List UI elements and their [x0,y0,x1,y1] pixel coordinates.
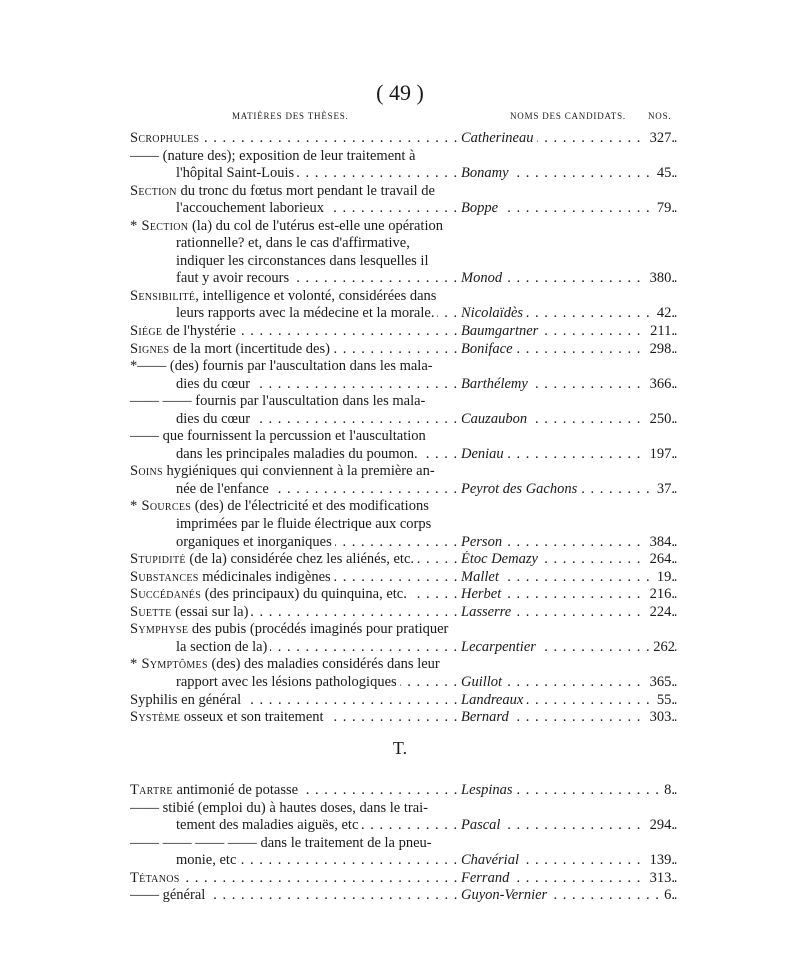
entry-text: faut y avoir recours [176,270,290,287]
entry-subject [130,183,458,201]
candidate-name: Cauzaubon . . . [461,411,681,429]
thesis-number: 211. [647,323,675,341]
entry-keyword: * Symptômes [130,656,208,673]
entry-subject [176,674,458,692]
index-entry-line [130,411,675,429]
entry-subject [176,253,458,271]
thesis-number: 327. [647,130,675,148]
thesis-number: 366. [647,376,675,394]
entry-keyword: Suette [130,603,172,620]
entry-text: de la mort (incertitude des) [169,340,330,357]
candidate-name: Guillot . . . [461,674,681,692]
entry-text: —— stibié (emploi du) à hautes doses, dans le trai- [130,799,428,816]
entry-text: l'accouchement laborieux [176,200,324,217]
thesis-number: 303. [647,709,675,727]
index-entry-line [130,270,675,288]
entry-text: indiquer les circonstances dans lesquelles il [176,252,429,269]
thesis-number: 45. [654,165,675,183]
entry-keyword: * Section [130,217,189,234]
index-entry-line [130,800,675,818]
entry-keyword: Stupidité [130,551,186,568]
entry-text: leurs rapports avec la médecine et la morale. [176,305,435,322]
entry-text: —— (nature des); exposition de leur traitement à [130,147,416,164]
entry-text: rationnelle? et, dans le cas d'affirmative, [176,235,410,252]
index-entry-line [130,674,675,692]
thesis-number: 224. [647,604,675,622]
entry-keyword: Scrophules [130,130,200,146]
entry-subject [176,411,458,429]
index-entry-line [130,253,675,271]
candidate-name: Landreaux . . . [461,692,681,710]
index-entry-line [130,782,675,800]
thesis-number: 262 [650,639,675,657]
entry-subject [130,870,458,888]
entry-text: hygiéniques qui conviennent à la première an- [162,463,435,480]
index-entry-line [130,621,675,639]
candidate-name: Deniau . . . [461,446,681,464]
index-entry-line [130,604,675,622]
candidate-name: Bonamy . . . [461,165,681,183]
candidate-name: Boniface . . . [461,341,681,359]
entry-subject [176,165,458,183]
entry-text: dies du cœur [176,410,251,427]
entry-keyword: Tétanos [130,869,180,886]
entry-text: —— —— —— —— dans le traitement de la pneu- [130,834,432,851]
entry-text: (la) du col de l'utérus est-elle une opération [188,217,443,234]
index-entry-line [130,288,675,306]
candidate-name: Peyrot des Gachons . . . [461,481,681,499]
thesis-number: 42. [654,305,675,323]
entry-subject [176,270,458,288]
entry-subject [176,516,458,534]
thesis-number: 37. [654,481,675,499]
index-entry-line [130,165,675,183]
column-header-subject: MATIÈRES DES THÈSES. [232,111,349,121]
entry-text: (de la) considérée chez les aliénés, etc. [185,551,415,568]
entry-keyword: Succédanés [130,586,202,603]
entry-subject [130,130,458,148]
entry-subject [130,835,458,853]
thesis-number: 365. [647,674,675,692]
thesis-number: 6. [661,887,675,905]
entry-text: Syphilis en général [130,691,242,708]
thesis-number: 384. [647,534,675,552]
entry-text: dies du cœur [176,375,251,392]
entry-keyword: Siége [130,323,163,340]
thesis-number: 8. [661,782,675,800]
entry-keyword: Substances [130,568,199,585]
section-letter: T. [392,738,408,758]
entry-subject [130,621,458,639]
entry-text: (des principaux) du quinquina, etc. [201,586,407,603]
page-number: ( 49 ) [376,80,424,105]
column-header-number: NOS. [648,111,672,121]
candidate-name: Chavérial . . . [461,852,681,870]
entry-subject [130,569,458,587]
entry-subject [130,692,458,710]
entry-text: des pubis (procédés imaginés pour pratiquer [188,621,449,638]
candidate-name: Person . . . [461,534,681,552]
index-entry-line [130,235,675,253]
index-entry-line [130,428,675,446]
index-entry-line [130,498,675,516]
entry-subject [176,200,458,218]
section-t-entries [130,782,675,905]
candidate-name: Catherineau . . . [461,130,681,148]
entry-text: dans les principales maladies du poumon. [176,445,418,462]
entry-text: (des) des maladies considérés dans leur [207,656,440,673]
candidate-name: Bernard . . . [461,709,681,727]
candidate-name: Monod . . . [461,270,681,288]
thesis-number: 264. [647,551,675,569]
thesis-number: 294. [647,817,675,835]
entry-keyword: Tartre [130,782,173,798]
thesis-number: 216. [647,586,675,604]
index-entry-line [130,817,675,835]
entry-text: la section de la) [176,638,268,655]
entry-subject [176,235,458,253]
entry-subject [176,534,458,552]
entry-subject [176,305,458,323]
entry-text: rapport avec les lésions pathologiques [176,673,397,690]
entry-subject [130,604,458,622]
index-entry-line [130,551,675,569]
entry-subject [176,852,458,870]
candidate-name: Lespinas . . . [461,782,681,800]
candidate-name: Baumgartner . . . [461,323,681,341]
candidate-name: Lasserre . . . [461,604,681,622]
entry-subject [130,800,458,818]
entry-keyword: Soins [130,463,163,480]
entry-subject [130,782,458,800]
candidate-name: Nicolaïdès . . . [461,305,681,323]
entry-subject [130,709,458,727]
entry-subject [130,218,458,236]
index-entry-line [130,218,675,236]
entry-text: du tronc du fœtus mort pendant le travail de [176,182,435,199]
entry-keyword: Section [130,182,177,199]
index-entry-line [130,709,675,727]
candidate-name: Boppe . . . [461,200,681,218]
candidate-name: Barthélemy . . . [461,376,681,394]
index-entry-line [130,534,675,552]
candidate-name: Guyon-Vernier . . . [461,887,681,905]
entry-text: (des) de l'électricité et des modifications [191,498,429,515]
entry-subject [130,887,458,905]
section-s-entries [130,130,675,727]
index-entry-line [130,481,675,499]
candidate-name: Étoc Demazy . . . [461,551,681,569]
thesis-number: 380. [647,270,675,288]
thesis-number: 313. [647,870,675,888]
entry-keyword: Signes [130,340,170,357]
entry-text: tement des maladies aiguës, etc [176,817,359,834]
index-entry-line [130,870,675,888]
index-entry-line [130,446,675,464]
entry-text: monie, etc [176,852,237,869]
index-entry-line [130,692,675,710]
index-entry-line [130,341,675,359]
entry-subject [176,639,458,657]
candidate-name: Herbet . . . [461,586,681,604]
candidate-name: Mallet . . . [461,569,681,587]
index-entry-line [130,323,675,341]
index-entry-line [130,656,675,674]
thesis-number: 139. [647,852,675,870]
candidate-name: Lecarpentier . . . [461,639,681,657]
candidate-name: Ferrand . . . [461,870,681,888]
entry-text: —— général [130,887,206,904]
index-entry-line [130,835,675,853]
entry-text: organiques et inorganiques [176,533,332,550]
column-header-candidates: NOMS DES CANDIDATS. [510,111,626,121]
entry-subject [130,463,458,481]
entry-subject [176,481,458,499]
entry-keyword: Système [130,709,181,726]
thesis-number: 79. [654,200,675,218]
entry-subject [130,341,458,359]
entry-text: —— que fournissent la percussion et l'auscultation [130,428,426,445]
thesis-number: 197. [647,446,675,464]
entry-subject [130,148,458,166]
index-entry-line [130,358,675,376]
entry-text: *—— (des) fournis par l'auscultation dans les mala- [130,358,433,375]
entry-subject [130,656,458,674]
index-entry-line [130,393,675,411]
index-entry-line [130,376,675,394]
index-entry-line [130,639,675,657]
thesis-number: 19. [654,569,675,587]
entry-subject [130,358,458,376]
index-entry-line [130,887,675,905]
entry-keyword: Sensibilité [130,287,196,304]
entry-subject [130,393,458,411]
index-entry-line [130,516,675,534]
entry-text: , intelligence et volonté, considérées dans [195,287,437,304]
entry-text: osseux et son traitement [180,709,324,726]
entry-text: médicinales indigènes [198,568,331,585]
entry-subject [130,428,458,446]
index-entry-line [130,148,675,166]
entry-text: imprimées par le fluide électrique aux corps [176,516,432,533]
entry-text: de l'hystérie [162,323,236,340]
candidate-name: Pascal . . . [461,817,681,835]
thesis-number: 298. [647,341,675,359]
index-entry-line [130,463,675,481]
entry-subject [176,446,458,464]
entry-subject [176,376,458,394]
index-entry-line [130,183,675,201]
index-entry-line [130,586,675,604]
entry-text: —— —— fournis par l'auscultation dans les mala- [130,393,426,410]
entry-subject [130,288,458,306]
entry-subject [130,323,458,341]
index-entry-line [130,130,675,148]
entry-subject [176,817,458,835]
index-entry-line [130,852,675,870]
index-entry-line [130,569,675,587]
index-entry-line [130,200,675,218]
entry-subject [130,498,458,516]
entry-keyword: * Sources [130,498,192,515]
entry-keyword: Symphyse [130,621,189,638]
entry-text: née de l'enfance [176,480,269,497]
entry-text: l'hôpital Saint-Louis [176,165,295,182]
entry-text: (essai sur la) [171,603,249,620]
index-entry-line [130,305,675,323]
thesis-number: 55. [654,692,675,710]
entry-text: antimonié de potasse [172,782,299,798]
entry-subject [130,551,458,569]
entry-subject [130,586,458,604]
thesis-number: 250. [647,411,675,429]
